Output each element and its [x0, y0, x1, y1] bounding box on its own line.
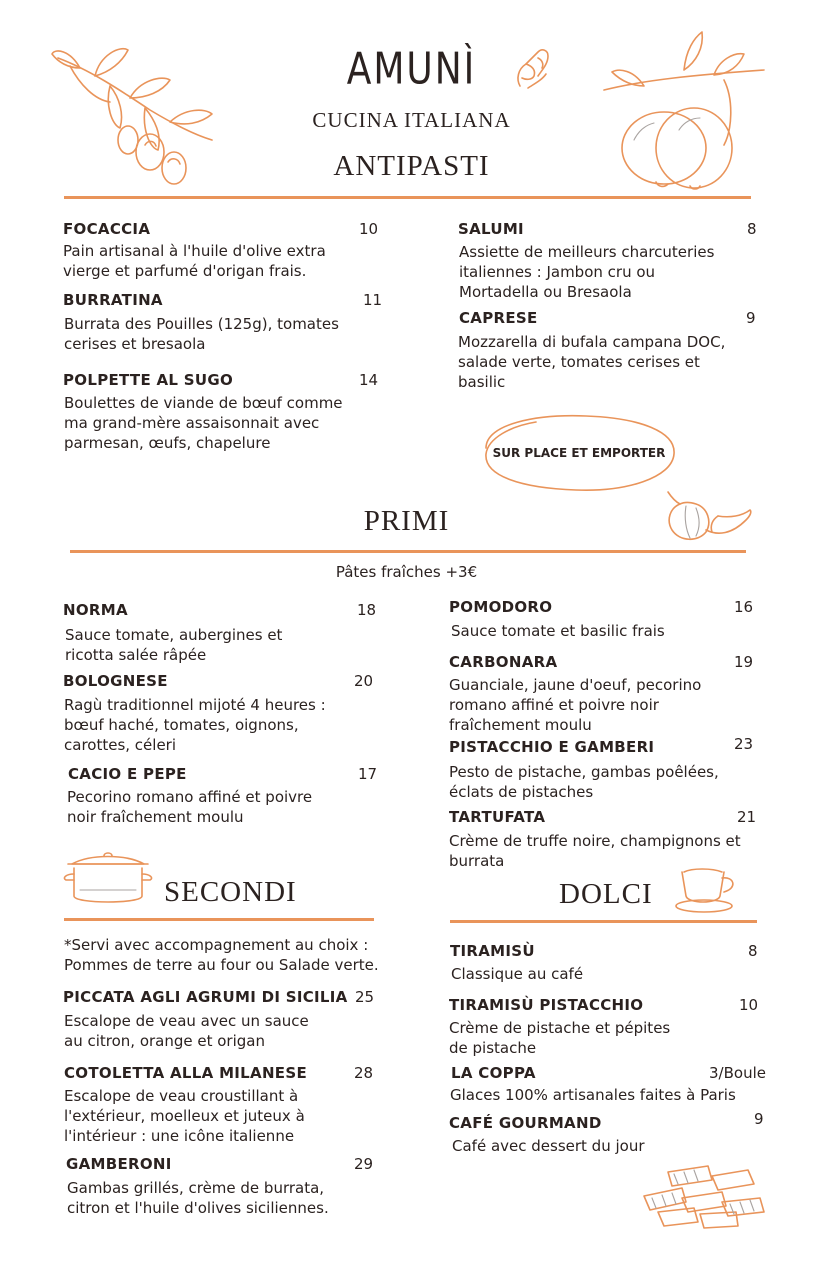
- menu-item-name: POLPETTE AL SUGO: [63, 371, 234, 389]
- section-title-primi: PRIMI: [363, 505, 450, 537]
- menu-item-description: Sauce tomate, aubergines et ricotta salée râpée: [65, 626, 283, 664]
- menu-item-price: 28: [354, 1064, 374, 1082]
- section-title-antipasti: ANTIPASTI: [333, 150, 490, 182]
- menu-item-price: 19: [734, 653, 754, 671]
- menu-item-description: Crème de pistache et pépites de pistache: [449, 1019, 671, 1057]
- menu-item-price: 10: [359, 220, 379, 238]
- menu-item-description: Pain artisanal à l'huile d'olive extra vierge et parfumé d'origan frais.: [63, 242, 326, 280]
- menu-item-description: Sauce tomate et basilic frais: [451, 622, 665, 640]
- menu-item-description: Glaces 100% artisanales faites à Paris: [450, 1086, 736, 1104]
- section-title-secondi: SECONDI: [164, 876, 297, 908]
- restaurant-tagline: CUCINA ITALIANA: [312, 108, 511, 132]
- menu-item-description: Escalope de veau croustillant à l'extérieur, moelleux et juteux à l'intérieur : une icône italienne: [64, 1087, 305, 1145]
- secondi-note: *Servi avec accompagnement au choix : Pommes de terre au four ou Salade verte.: [64, 936, 379, 974]
- menu-item-name: FOCACCIA: [63, 220, 151, 238]
- menu-item-price: 25: [355, 988, 375, 1006]
- menu-item-price: 23: [734, 735, 754, 753]
- menu-item-description: Ragù traditionnel mijoté 4 heures : bœuf haché, tomates, oignons, carottes, céleri: [64, 696, 326, 754]
- menu-item-price: 3/Boule: [709, 1064, 766, 1082]
- menu-item-price: 9: [754, 1110, 764, 1128]
- menu-item-price: 10: [739, 996, 759, 1014]
- menu-item-description: Assiette de meilleurs charcuteries italiennes : Jambon cru ou Mortadella ou Bresaola: [459, 243, 715, 301]
- menu-item-name: CACIO E PEPE: [68, 765, 187, 783]
- secondi-divider: [64, 918, 374, 921]
- menu-item-description: Burrata des Pouilles (125g), tomates cerises et bresaola: [64, 315, 339, 353]
- menu-item-name: TIRAMISÙ PISTACCHIO: [449, 996, 644, 1014]
- menu-item-price: 18: [357, 601, 377, 619]
- menu-item-name: LA COPPA: [451, 1064, 536, 1082]
- menu-item-name: BURRATINA: [63, 291, 163, 309]
- menu-item-name: NORMA: [63, 601, 128, 619]
- menu-item-price: 29: [354, 1155, 374, 1173]
- primi-divider: [70, 550, 746, 553]
- coffee-cup-icon: [672, 866, 744, 916]
- menu-item-price: 8: [747, 220, 757, 238]
- italian-hand-gesture-icon: [508, 44, 558, 94]
- menu-item-price: 8: [748, 942, 758, 960]
- menu-item-price: 11: [363, 291, 383, 309]
- menu-item-price: 21: [737, 808, 757, 826]
- garlic-icon: [662, 490, 754, 546]
- menu-item-description: Café avec dessert du jour: [452, 1137, 645, 1155]
- menu-item-name: COTOLETTA ALLA MILANESE: [64, 1064, 308, 1082]
- menu-item-price: 20: [354, 672, 374, 690]
- section-title-dolci: DOLCI: [559, 878, 653, 910]
- menu-item-name: POMODORO: [449, 598, 553, 616]
- menu-item-name: PISTACCHIO E GAMBERI: [449, 738, 655, 756]
- menu-item-name: CARBONARA: [449, 653, 558, 671]
- menu-item-description: Pesto de pistache, gambas poêlées, éclats de pistaches: [449, 763, 719, 801]
- menu-item-description: Boulettes de viande de bœuf comme ma grand-mère assaisonnait avec parmesan, œufs, chapelure: [64, 394, 343, 452]
- menu-item-name: CAPRESE: [459, 309, 538, 327]
- menu-item-price: 14: [359, 371, 379, 389]
- menu-item-name: CAFÉ GOURMAND: [449, 1114, 602, 1132]
- menu-item-name: TIRAMISÙ: [450, 942, 535, 960]
- menu-item-description: Guanciale, jaune d'oeuf, pecorino romano affiné et poivre noir fraîchement moulu: [449, 676, 702, 734]
- dolci-divider: [450, 920, 757, 923]
- menu-item-name: BOLOGNESE: [63, 672, 168, 690]
- menu-item-name: GAMBERONI: [66, 1155, 172, 1173]
- antipasti-divider: [64, 196, 751, 199]
- cooking-pot-icon: [60, 850, 156, 908]
- menu-item-price: 9: [746, 309, 756, 327]
- restaurant-logo: AMUNÌ: [346, 43, 477, 95]
- menu-item-price: 16: [734, 598, 754, 616]
- menu-item-description: Escalope de veau avec un sauce au citron, orange et origan: [64, 1012, 309, 1050]
- menu-item-name: SALUMI: [458, 220, 524, 238]
- primi-note: Pâtes fraîches +3€: [335, 563, 478, 581]
- menu-item-description: Classique au café: [451, 965, 584, 983]
- pasta-penne-icon: [638, 1162, 770, 1230]
- stamp-label: SUR PLACE ET EMPORTER: [492, 446, 666, 460]
- menu-item-price: 17: [358, 765, 378, 783]
- menu-item-description: Pecorino romano affiné et poivre noir fraîchement moulu: [67, 788, 313, 826]
- menu-item-name: PICCATA AGLI AGRUMI DI SICILIA: [63, 988, 348, 1006]
- menu-item-description: Gambas grillés, crème de burrata, citron et l'huile d'olives siciliennes.: [67, 1179, 329, 1217]
- menu-item-description: Crème de truffe noire, champignons et burrata: [449, 832, 741, 870]
- menu-item-name: TARTUFATA: [449, 808, 546, 826]
- menu-item-description: Mozzarella di bufala campana DOC, salade verte, tomates cerises et basilic: [458, 333, 726, 391]
